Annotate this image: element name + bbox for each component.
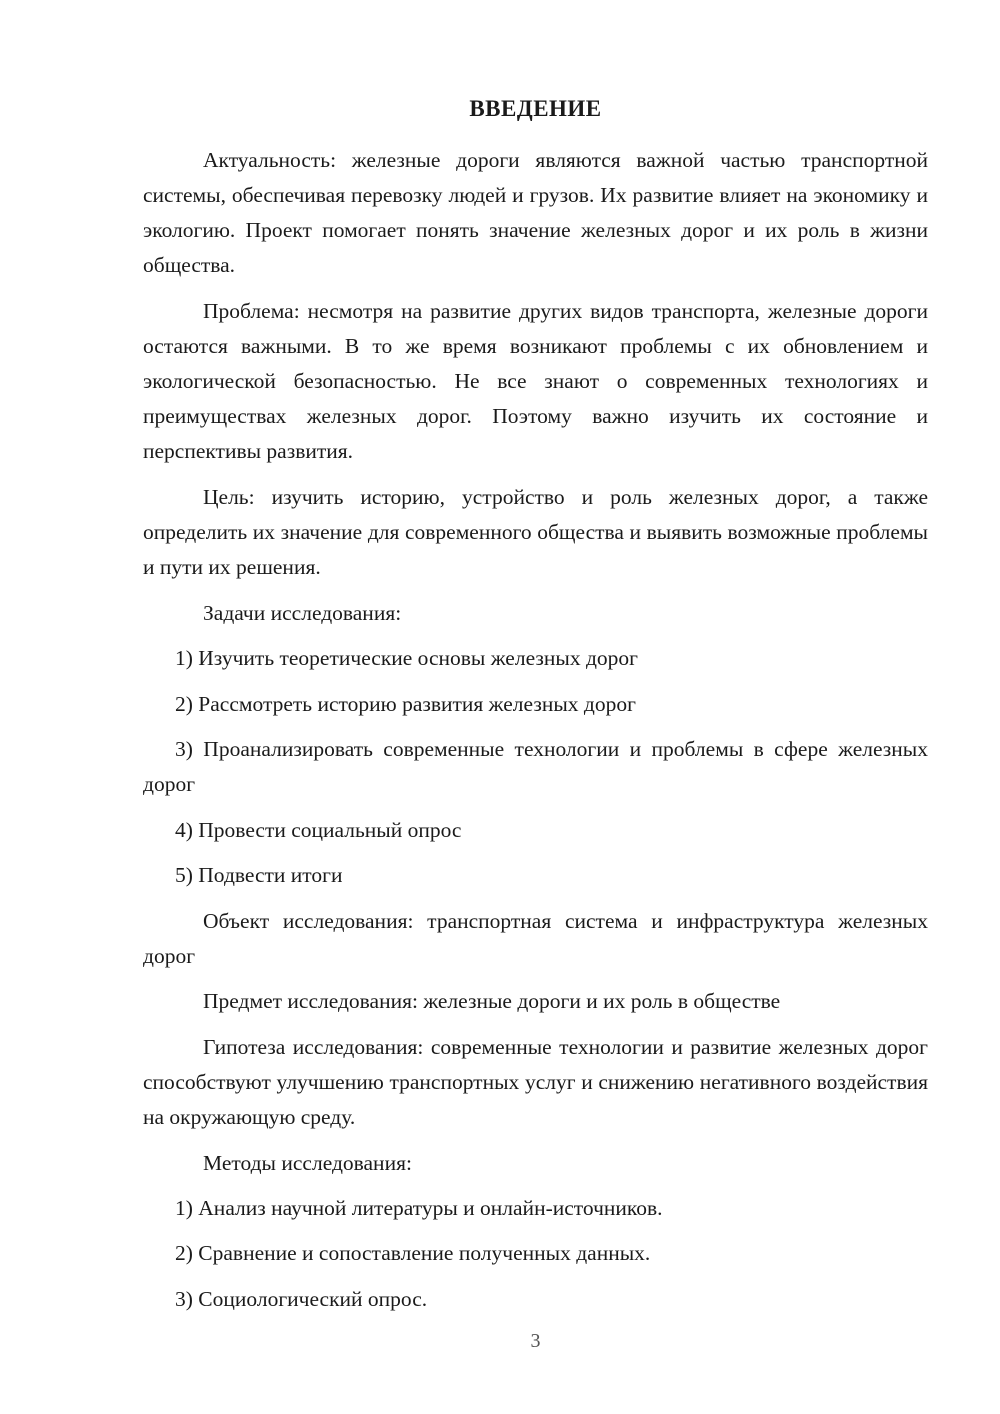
- page-number: 3: [530, 1330, 541, 1352]
- document-page: [143, 0, 928, 1414]
- relevance-paragraph: Актуальность: железные дороги являются важной частью транспортной системы, обеспечивая перевозку людей и грузов. Их развитие влияет на экономику и экологию. Проект помогает понять значение железных дорог и их роль в жизни общества.: [143, 148, 928, 277]
- object-paragraph: Объект исследования: транспортная система и инфраструктура железных дорог: [143, 909, 928, 968]
- task-item: 1) Изучить теоретические основы железных дорог: [175, 646, 638, 670]
- tasks-title: Задачи исследования:: [203, 601, 402, 625]
- method-item: 2) Сравнение и сопоставление полученных данных.: [175, 1241, 651, 1265]
- task-item: 2) Рассмотреть историю развития железных дорог: [175, 692, 636, 716]
- problem-paragraph: Проблема: несмотря на развитие других видов транспорта, железные дороги остаются важными. В то же время возникают проблемы с их обновлением и экологической безопасностью. Не все знают о современных технологиях и преимуществах железных дорог. Поэтому важно изучить их состояние и перспективы развития.: [143, 299, 928, 463]
- goal-paragraph: Цель: изучить историю, устройство и роль железных дорог, а также определить их значение для современного общества и выявить возможные проблемы и пути их решения.: [143, 485, 928, 579]
- hypothesis-paragraph: Гипотеза исследования: современные технологии и развитие железных дорог способствуют улучшению транспортных услуг и снижению негативного воздействия на окружающую среду.: [143, 1035, 928, 1129]
- method-item: 3) Социологический опрос.: [175, 1287, 428, 1311]
- methods-title: Методы исследования:: [203, 1151, 412, 1175]
- page-title: ВВЕДЕНИЕ: [469, 96, 602, 121]
- subject-paragraph: Предмет исследования: железные дороги и их роль в обществе: [203, 989, 781, 1013]
- task-item: 5) Подвести итоги: [175, 863, 343, 887]
- task-item: 3) Проанализировать современные технологии и проблемы в сфере железных дорог: [143, 737, 928, 796]
- task-item: 4) Провести социальный опрос: [175, 818, 462, 842]
- method-item: 1) Анализ научной литературы и онлайн-источников.: [175, 1196, 663, 1220]
